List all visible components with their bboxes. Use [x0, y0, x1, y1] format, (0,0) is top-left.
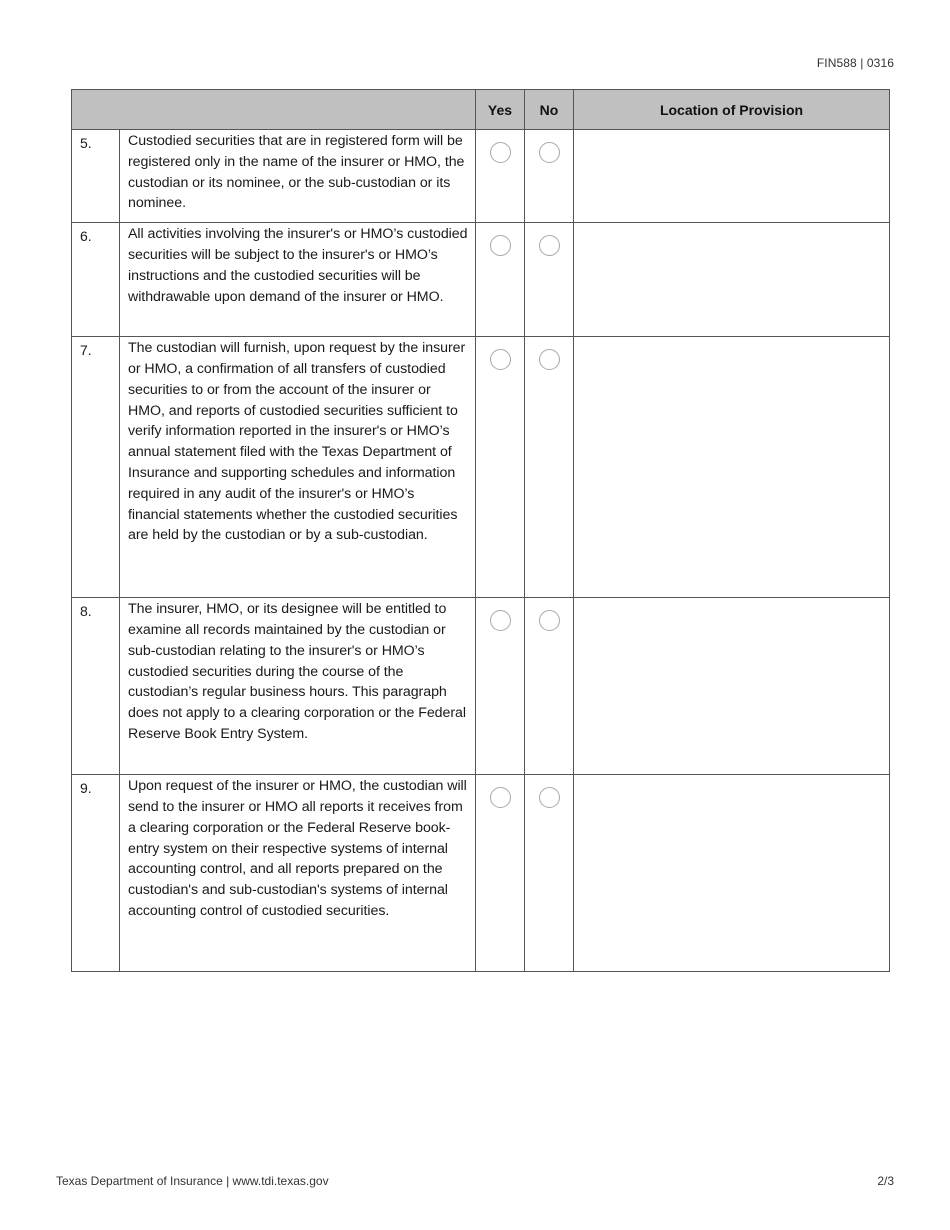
header-yes: Yes	[476, 90, 525, 130]
yes-radio[interactable]	[490, 787, 511, 808]
yes-radio[interactable]	[490, 349, 511, 370]
item-text: Upon request of the insurer or HMO, the custodian will send to the insurer or HMO all reports it receives from a clearing corporation or the Federal Reserve book-entry system on their respective systems of internal accounting control, and all reports prepared on the custodian's and sub-custodian's systems of internal accounting control of custodied securities.	[120, 775, 476, 972]
form-id: FIN588 | 0316	[816, 56, 894, 70]
table-row	[72, 130, 890, 223]
location-field[interactable]	[574, 337, 890, 598]
header-item	[72, 90, 476, 130]
no-radio[interactable]	[539, 349, 560, 370]
no-cell	[525, 775, 574, 972]
no-cell	[525, 337, 574, 598]
header-location: Location of Provision	[574, 90, 890, 130]
item-text: All activities involving the insurer's or HMO’s custodied securities will be subject to the insurer's or HMO’s instructions and the custodied securities will be withdrawable upon demand of the insurer or HMO.	[120, 223, 476, 337]
item-number: 8.	[72, 598, 120, 775]
yes-cell	[476, 130, 525, 223]
footer-organization: Texas Department of Insurance | www.tdi.texas.gov	[56, 1174, 329, 1188]
yes-radio[interactable]	[490, 610, 511, 631]
location-field[interactable]	[574, 130, 890, 223]
no-cell	[525, 598, 574, 775]
yes-cell	[476, 775, 525, 972]
yes-cell	[476, 223, 525, 337]
header-no: No	[525, 90, 574, 130]
no-radio[interactable]	[539, 787, 560, 808]
item-number: 9.	[72, 775, 120, 972]
no-radio[interactable]	[539, 610, 560, 631]
no-radio[interactable]	[539, 142, 560, 163]
yes-cell	[476, 598, 525, 775]
location-field[interactable]	[574, 223, 890, 337]
table-row	[72, 223, 890, 337]
yes-radio[interactable]	[490, 235, 511, 256]
table-row	[72, 598, 890, 775]
provisions-table	[71, 89, 890, 972]
item-text: The insurer, HMO, or its designee will be entitled to examine all records maintained by the custodian or sub-custodian relating to the insurer's or HMO’s custodied securities during the course of the custodian’s regular business hours. This paragraph does not apply to a clearing corporation or the Federal Reserve Book Entry System.	[120, 598, 476, 775]
no-radio[interactable]	[539, 235, 560, 256]
no-cell	[525, 223, 574, 337]
item-text: Custodied securities that are in registered form will be registered only in the name of the insurer or HMO, the custodian or its nominee, or the sub-custodian or its nominee.	[120, 130, 476, 223]
yes-cell	[476, 337, 525, 598]
table-row	[72, 337, 890, 598]
item-text: The custodian will furnish, upon request by the insurer or HMO, a confirmation of all transfers of custodied securities to or from the account of the insurer or HMO, and reports of custodied securities sufficient to verify information reported in the insurer's or HMO’s annual statement filed with the Texas Department of Insurance and supporting schedules and information required in any audit of the insurer's or HMO’s financial statements whether the custodied securities are held by the custodian or by a sub-custodian.	[120, 337, 476, 598]
item-number: 7.	[72, 337, 120, 598]
page-number: 2/3	[877, 1174, 894, 1188]
location-field[interactable]	[574, 775, 890, 972]
table-header-row	[72, 90, 890, 130]
no-cell	[525, 130, 574, 223]
yes-radio[interactable]	[490, 142, 511, 163]
location-field[interactable]	[574, 598, 890, 775]
item-number: 5.	[72, 130, 120, 223]
table-row	[72, 775, 890, 972]
item-number: 6.	[72, 223, 120, 337]
